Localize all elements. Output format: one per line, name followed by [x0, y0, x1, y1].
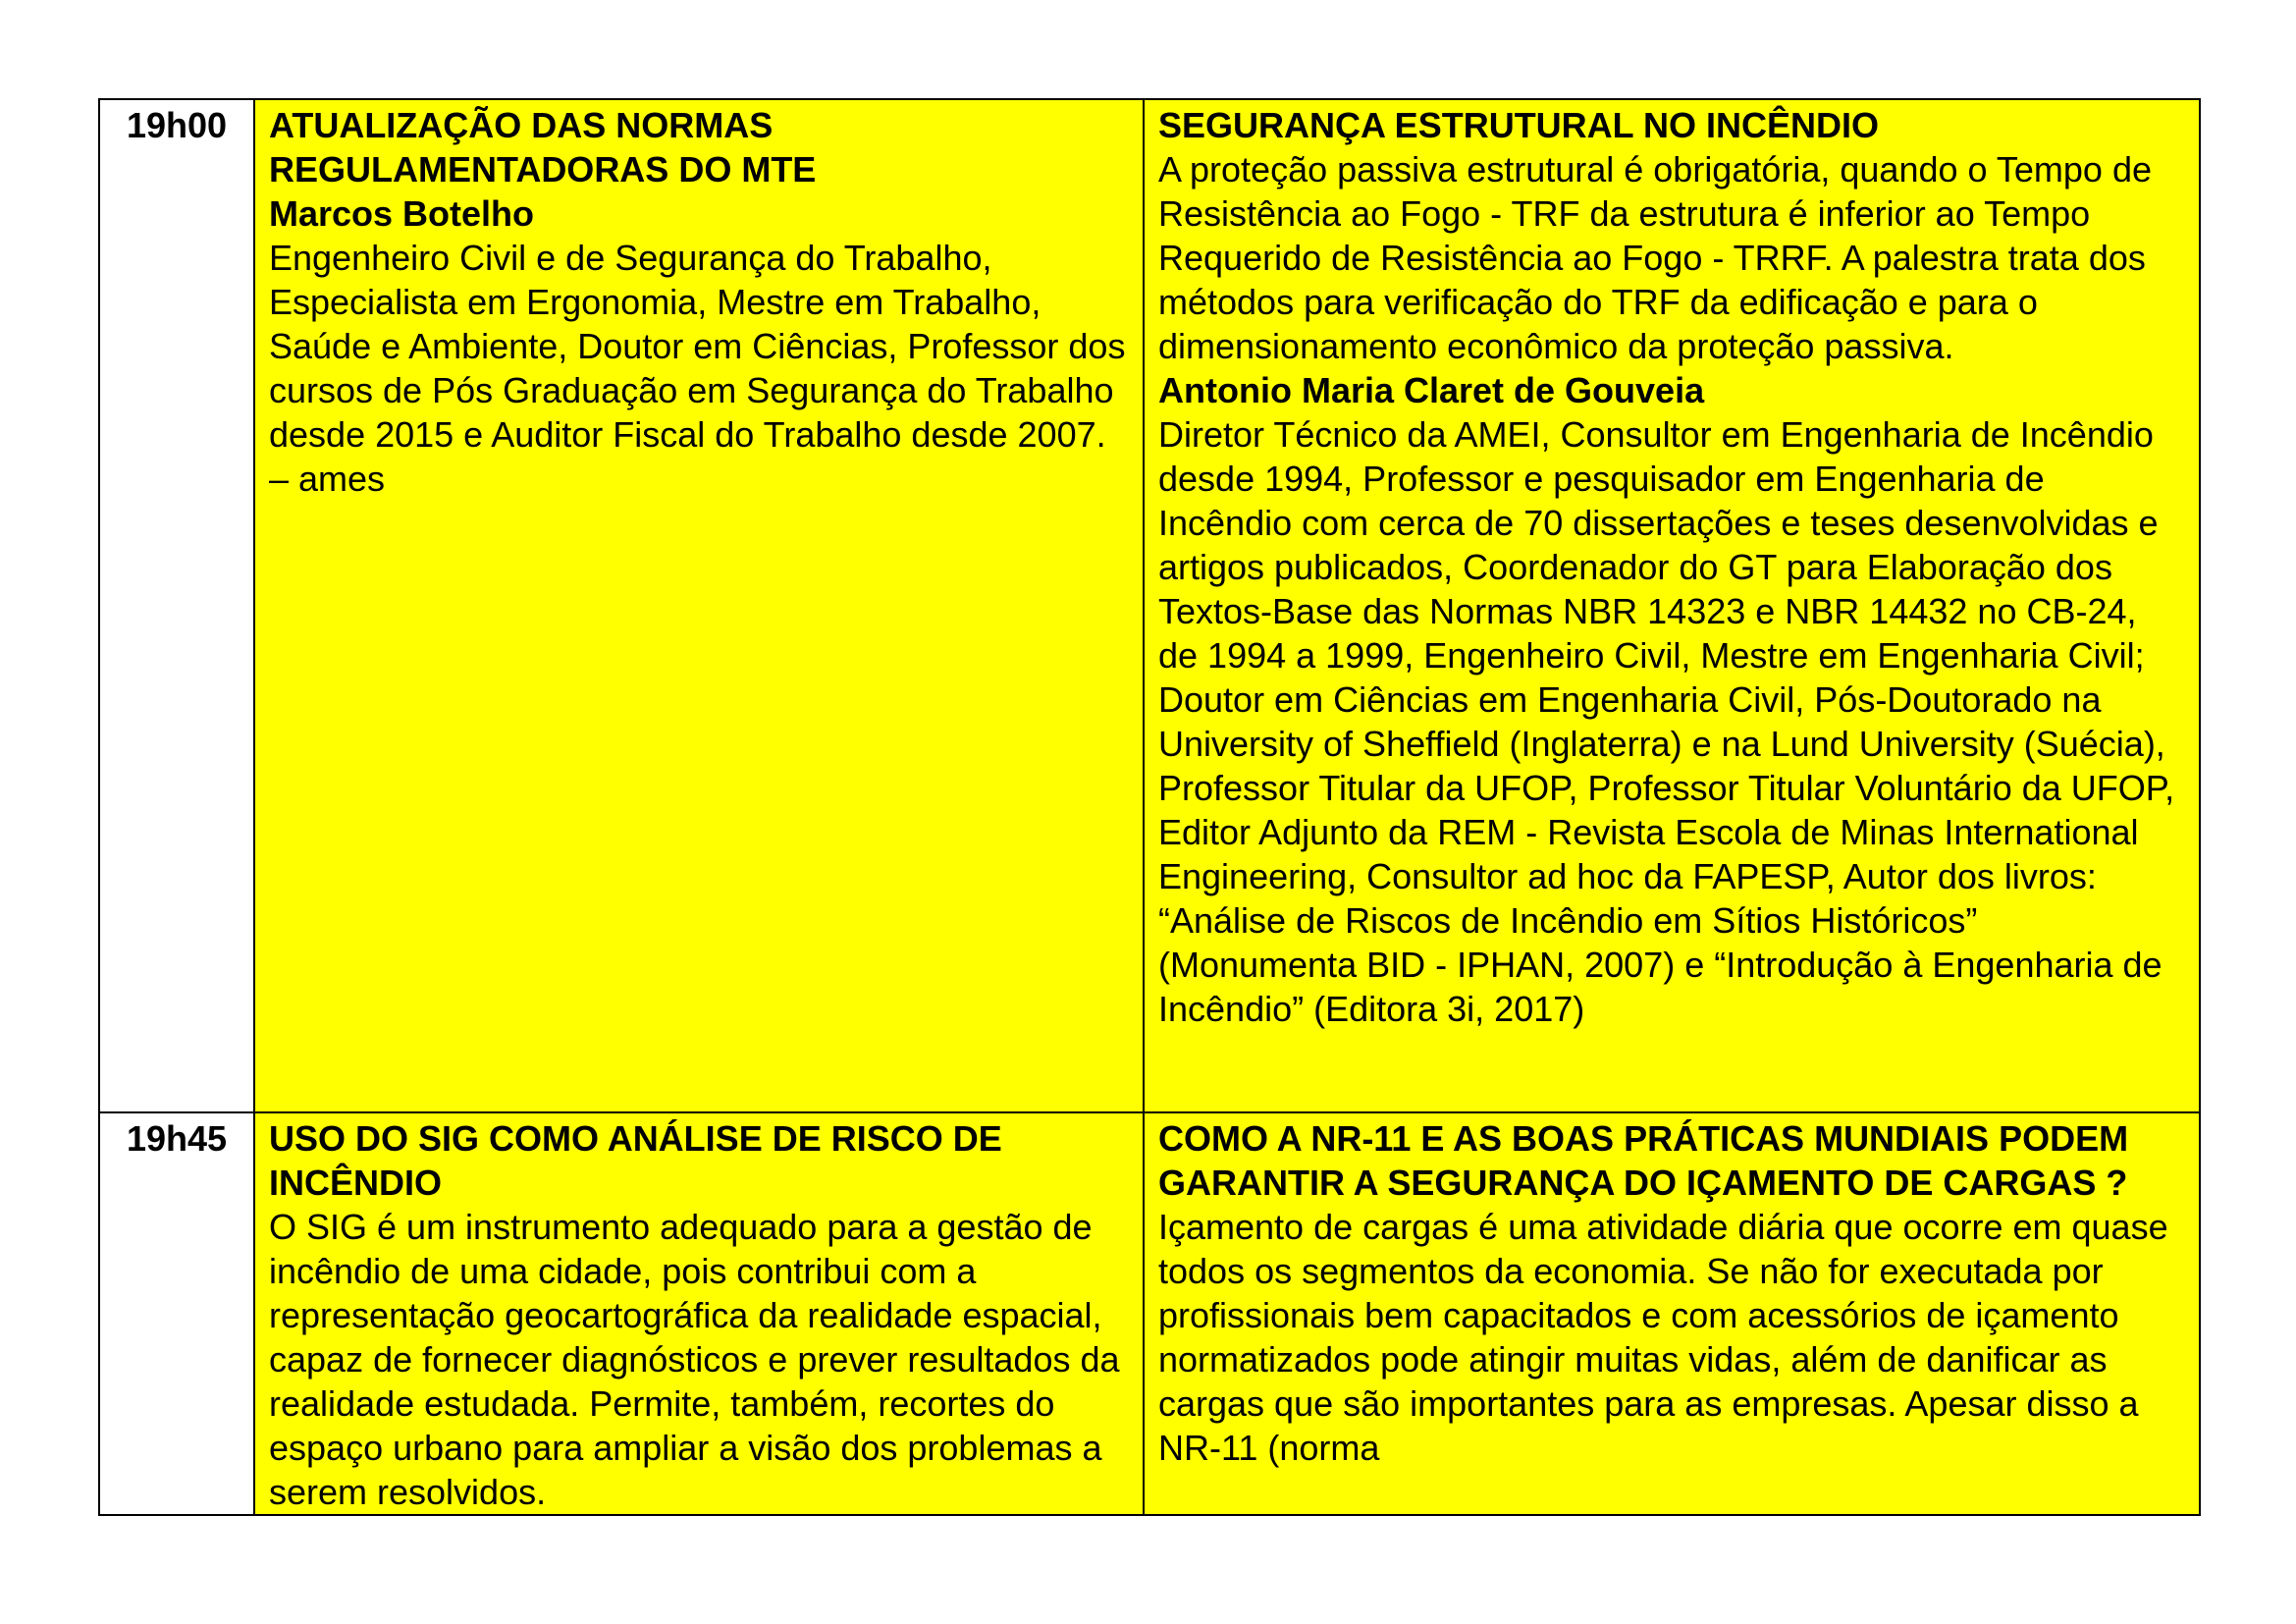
talk-cell-right	[1144, 1112, 2200, 1515]
speaker-name: Antonio Maria Claret de Gouveia	[1158, 370, 1705, 410]
talk-description: Içamento de cargas é uma atividade diária que ocorre em quase todos os segmentos da economia. Se não for executada por profissionais bem capacitados e com acessórios de içamento normatizados pode atingir muitas vidas, além de danificar as cargas que são importantes para as empresas. Apesar disso a NR-11 (norma	[1158, 1207, 2168, 1468]
talk-cell-right	[1144, 99, 2200, 1112]
time-cell	[99, 99, 254, 1112]
speaker-name: Marcos Botelho	[269, 193, 535, 234]
talk-description: O SIG é um instrumento adequado para a gestão de incêndio de uma cidade, pois contribui com a representação geocartográfica da realidade espacial, capaz de fornecer diagnósticos e prever resultados da realidade estudada. Permite, também, recortes do espaço urbano para ampliar a visão dos problemas a serem resolvidos.	[269, 1207, 1120, 1512]
schedule-row-1945	[99, 1112, 2200, 1515]
schedule-table	[98, 98, 2201, 1516]
talk-title: SEGURANÇA ESTRUTURAL NO INCÊNDIO	[1158, 105, 1880, 145]
talk-cell-left	[254, 1112, 1144, 1515]
talk-title: COMO A NR-11 E AS BOAS PRÁTICAS MUNDIAIS PODEM GARANTIR A SEGURANÇA DO IÇAMENTO DE CARGAS ?	[1158, 1118, 2129, 1203]
time-cell	[99, 1112, 254, 1515]
time-label: 19h00	[126, 105, 228, 145]
schedule-row-1900	[99, 99, 2200, 1112]
time-label: 19h45	[126, 1118, 228, 1159]
speaker-bio: Diretor Técnico da AMEI, Consultor em Engenharia de Incêndio desde 1994, Professor e pesquisador em Engenharia de Incêndio com cerca de 70 dissertações e teses desenvolvidas e artigos publicados, Coordenador do GT para Elaboração dos Textos-Base das Normas NBR 14323 e NBR 14432 no CB-24, de 1994 a 1999, Engenheiro Civil, Mestre em Engenharia Civil; Doutor em Ciências em Engenharia Civil, Pós-Doutorado na University of Sheffield (Inglaterra) e na Lund University (Suécia), Professor Titular da UFOP, Professor Titular Voluntário da UFOP, Editor Adjunto da REM - Revista Escola de Minas International Engineering, Consultor ad hoc da FAPESP, Autor dos livros: “Análise de Riscos de Incêndio em Sítios Históricos” (Monumenta BID - IPHAN, 2007) e “Introdução à Engenharia de Incêndio” (Editora 3i, 2017)	[1158, 414, 2175, 1029]
speaker-bio: Engenheiro Civil e de Segurança do Trabalho, Especialista em Ergonomia, Mestre em Trabalho, Saúde e Ambiente, Doutor em Ciências, Professor dos cursos de Pós Graduação em Segurança do Trabalho desde 2015 e Auditor Fiscal do Trabalho desde 2007. – ames	[269, 238, 1126, 499]
talk-title: USO DO SIG COMO ANÁLISE DE RISCO DE INCÊNDIO	[269, 1118, 1002, 1203]
talk-title: ATUALIZAÇÃO DAS NORMAS REGULAMENTADORAS DO MTE	[269, 105, 817, 189]
talk-description: A proteção passiva estrutural é obrigatória, quando o Tempo de Resistência ao Fogo - TRF da estrutura é inferior ao Tempo Requerido de Resistência ao Fogo - TRRF. A palestra trata dos métodos para verificação do TRF da edificação e para o dimensionamento econômico da proteção passiva.	[1158, 149, 2152, 366]
talk-cell-left	[254, 99, 1144, 1112]
